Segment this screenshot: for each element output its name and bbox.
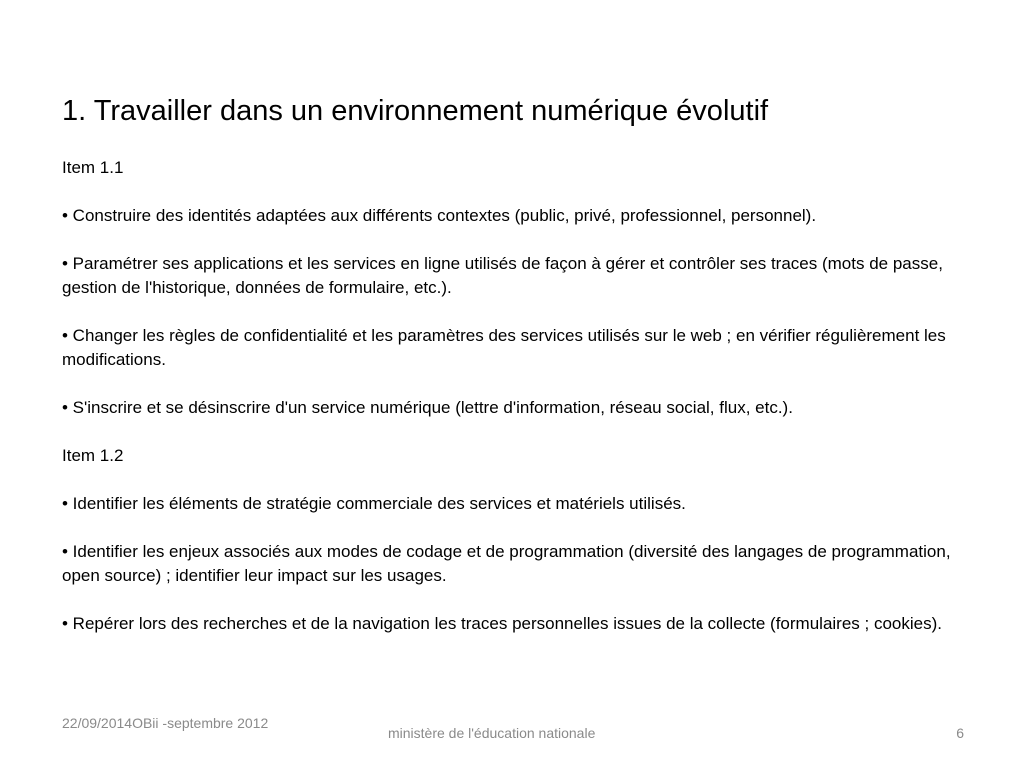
footer-date: 22/09/2014OBii -septembre 2012 <box>62 715 269 731</box>
bullet-item: • Repérer lors des recherches et de la navigation les traces personnelles issues de la collecte (formulaires ; cookies). <box>62 614 942 633</box>
bullet-item: • Construire des identités adaptées aux différents contextes (public, privé, professionnel, personnel). <box>62 206 817 225</box>
bullet-item: • S'inscrire et se désinscrire d'un service numérique (lettre d'information, réseau social, flux, etc.). <box>62 398 793 417</box>
section-heading-item-1-2: Item 1.2 <box>62 446 124 465</box>
bullet-item: • Paramétrer ses applications et les services en ligne utilisés de façon à gérer et contrôler ses traces (mots de passe, gestion de l'historique, données de formulaire, etc.). <box>62 254 943 297</box>
bullet-item: • Changer les règles de confidentialité et les paramètres des services utilisés sur le web ; en vérifier régulièrement les modifications. <box>62 326 946 369</box>
bullet-item: • Identifier les éléments de stratégie commerciale des services et matériels utilisés. <box>62 494 686 513</box>
bullet-item: • Identifier les enjeux associés aux modes de codage et de programmation (diversité des langages de programmation, open source) ; identifier leur impact sur les usages. <box>62 542 951 585</box>
slide-title: 1. Travailler dans un environnement numérique évolutif <box>62 95 769 127</box>
footer-organization: ministère de l'éducation nationale <box>388 725 596 741</box>
slide-page-number: 6 <box>956 725 964 741</box>
slide-body <box>62 156 952 660</box>
section-heading-item-1-1: Item 1.1 <box>62 158 124 177</box>
